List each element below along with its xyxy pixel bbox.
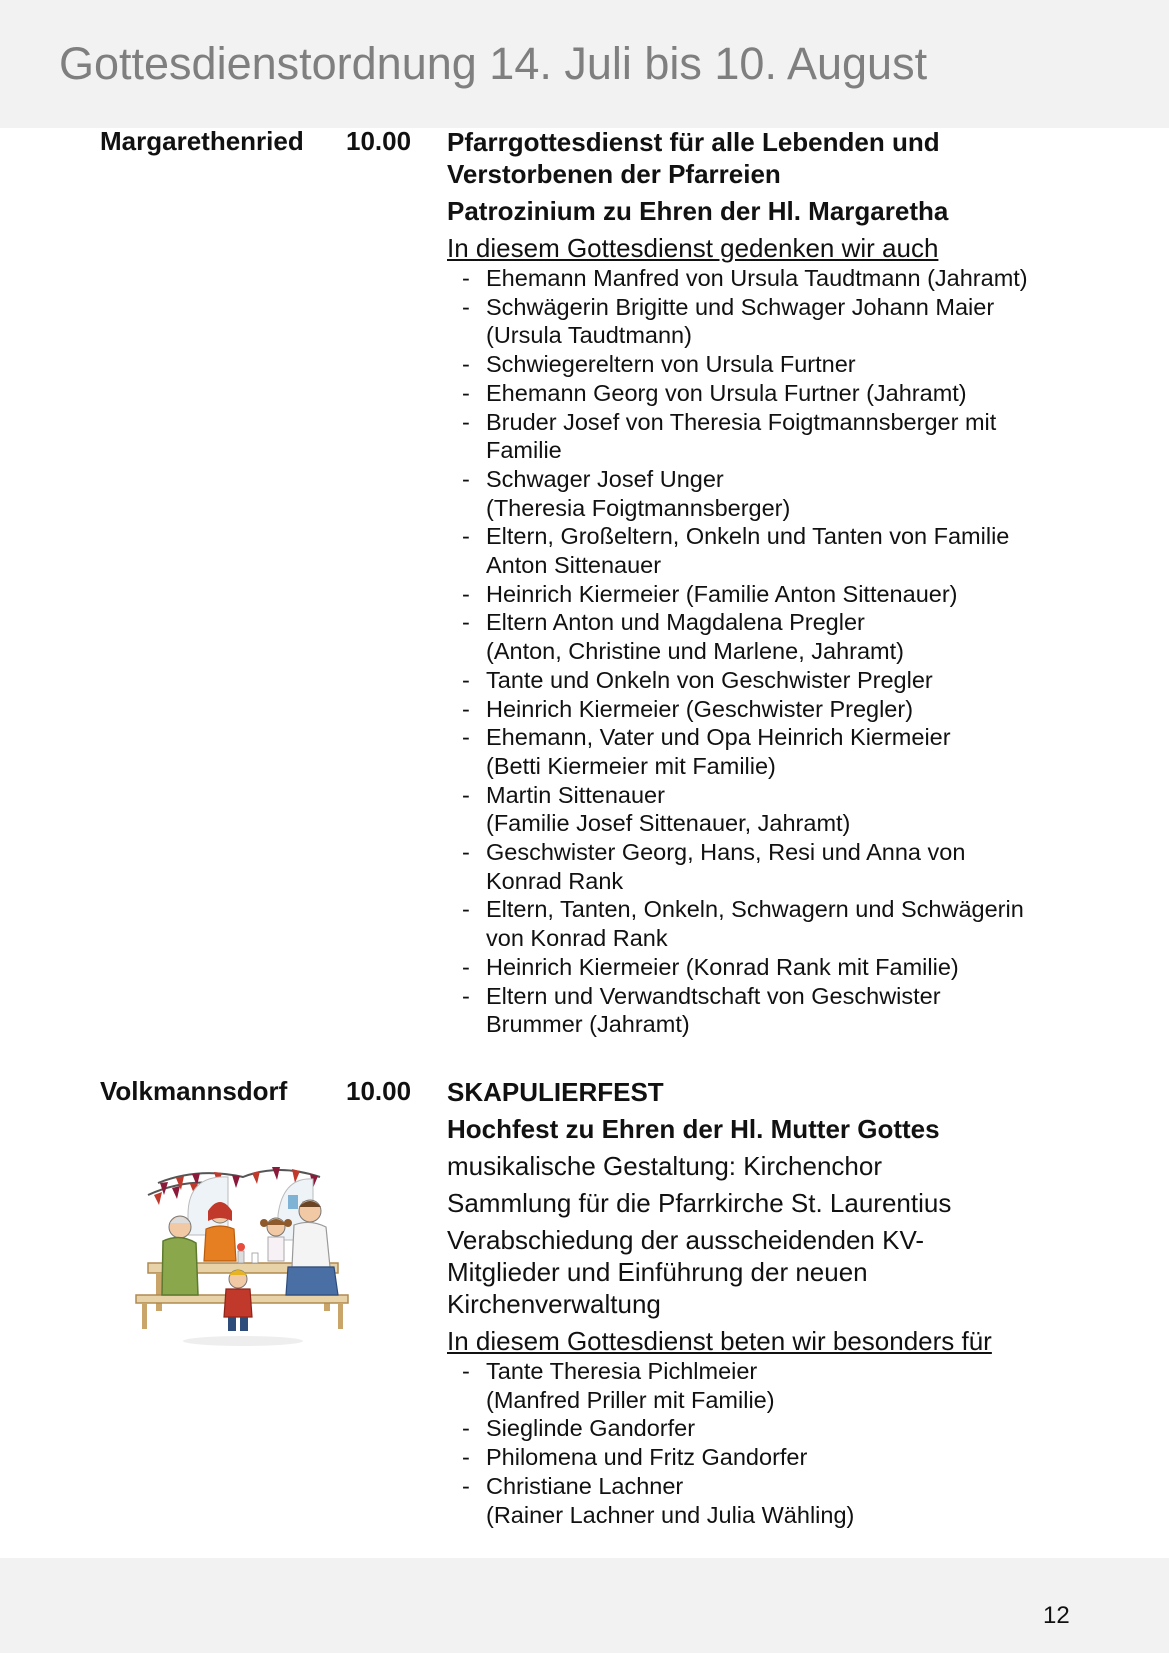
header-band — [0, 0, 1169, 128]
list-item: - Heinrich Kiermeier (Konrad Rank mit Familie) — [462, 953, 959, 980]
list-item: - Ehemann Georg von Ursula Furtner (Jahramt) — [462, 379, 967, 406]
list-item: - Tante Theresia Pichlmeier (Manfred Priller mit Familie) — [462, 1358, 775, 1413]
entry-line: SKAPULIERFEST — [447, 1077, 664, 1107]
entry-line: Hochfest zu Ehren der Hl. Mutter Gottes — [447, 1114, 940, 1144]
entry-details — [447, 1076, 1087, 1529]
list-item: - Martin Sittenauer (Familie Josef Sittenauer, Jahramt) — [462, 781, 851, 837]
entry-line: Sammlung für die Pfarrkirche St. Laurentius — [447, 1188, 952, 1218]
list-item: - Geschwister Georg, Hans, Resi und Anna von Konrad Rank — [462, 839, 966, 894]
entry-place: Margarethenried — [100, 126, 304, 156]
entry-details — [447, 126, 1087, 1039]
entry-line: Verabschiedung der ausscheidenden KV-Mitglieder und Einführung der neuen Kirchenverwaltung — [447, 1225, 925, 1319]
list-item: - Heinrich Kiermeier (Geschwister Pregler) — [462, 695, 914, 722]
list-item: - Eltern, Tanten, Onkeln, Schwagern und Schwägerin von Konrad Rank — [462, 896, 1024, 952]
list-item: - Schwägerin Brigitte und Schwager Johann Maier (Ursula Taudtmann) — [462, 293, 995, 349]
entry-line: In diesem Gottesdienst beten wir besonders für — [447, 1326, 992, 1356]
list-item: - Eltern Anton und Magdalena Pregler (Anton, Christine und Marlene, Jahramt) — [462, 609, 904, 665]
entry-line: Pfarrgottesdienst für alle Lebenden und Verstorbenen der Pfarreien — [447, 127, 940, 189]
entry-place: Volkmannsdorf — [100, 1076, 288, 1106]
footer-band — [0, 1558, 1169, 1653]
page-title: Gottesdienstordnung 14. Juli bis 10. August — [59, 38, 928, 89]
list-item: - Eltern, Großeltern, Onkeln und Tanten von Familie Anton Sittenauer — [462, 523, 1010, 579]
list-item: - Christiane Lachner (Rainer Lachner und Julia Wähling) — [462, 1472, 855, 1528]
intentions-list — [447, 264, 1087, 1039]
page-number: 12 — [1043, 1602, 1070, 1629]
entry-line: Patrozinium zu Ehren der Hl. Margaretha — [447, 196, 949, 226]
entry-line: musikalische Gestaltung: Kirchenchor — [447, 1151, 882, 1181]
list-item: - Sieglinde Gandorfer — [462, 1415, 696, 1442]
list-item: - Bruder Josef von Theresia Foigtmannsberger mit Familie — [462, 408, 997, 464]
list-item: - Schwager Josef Unger (Theresia Foigtmannsberger) — [462, 465, 791, 521]
entry-line: In diesem Gottesdienst gedenken wir auch — [447, 233, 939, 263]
entry-time: 10.00 — [346, 126, 412, 156]
list-item: - Tante und Onkeln von Geschwister Pregler — [462, 666, 933, 693]
list-item: - Ehemann, Vater und Opa Heinrich Kiermeier (Betti Kiermeier mit Familie) — [462, 724, 951, 779]
list-item: - Ehemann Manfred von Ursula Taudtmann (Jahramt) — [462, 265, 1028, 291]
intentions-list — [447, 1357, 1087, 1529]
list-item: - Heinrich Kiermeier (Familie Anton Sittenauer) — [462, 580, 958, 607]
family-festival-illustration — [128, 1155, 358, 1355]
list-item: - Schwiegereltern von Ursula Furtner — [462, 351, 856, 378]
list-item: - Eltern und Verwandtschaft von Geschwister Brummer (Jahramt) — [462, 982, 941, 1038]
entry-time: 10.00 — [346, 1076, 412, 1106]
list-item: - Philomena und Fritz Gandorfer — [462, 1444, 808, 1471]
